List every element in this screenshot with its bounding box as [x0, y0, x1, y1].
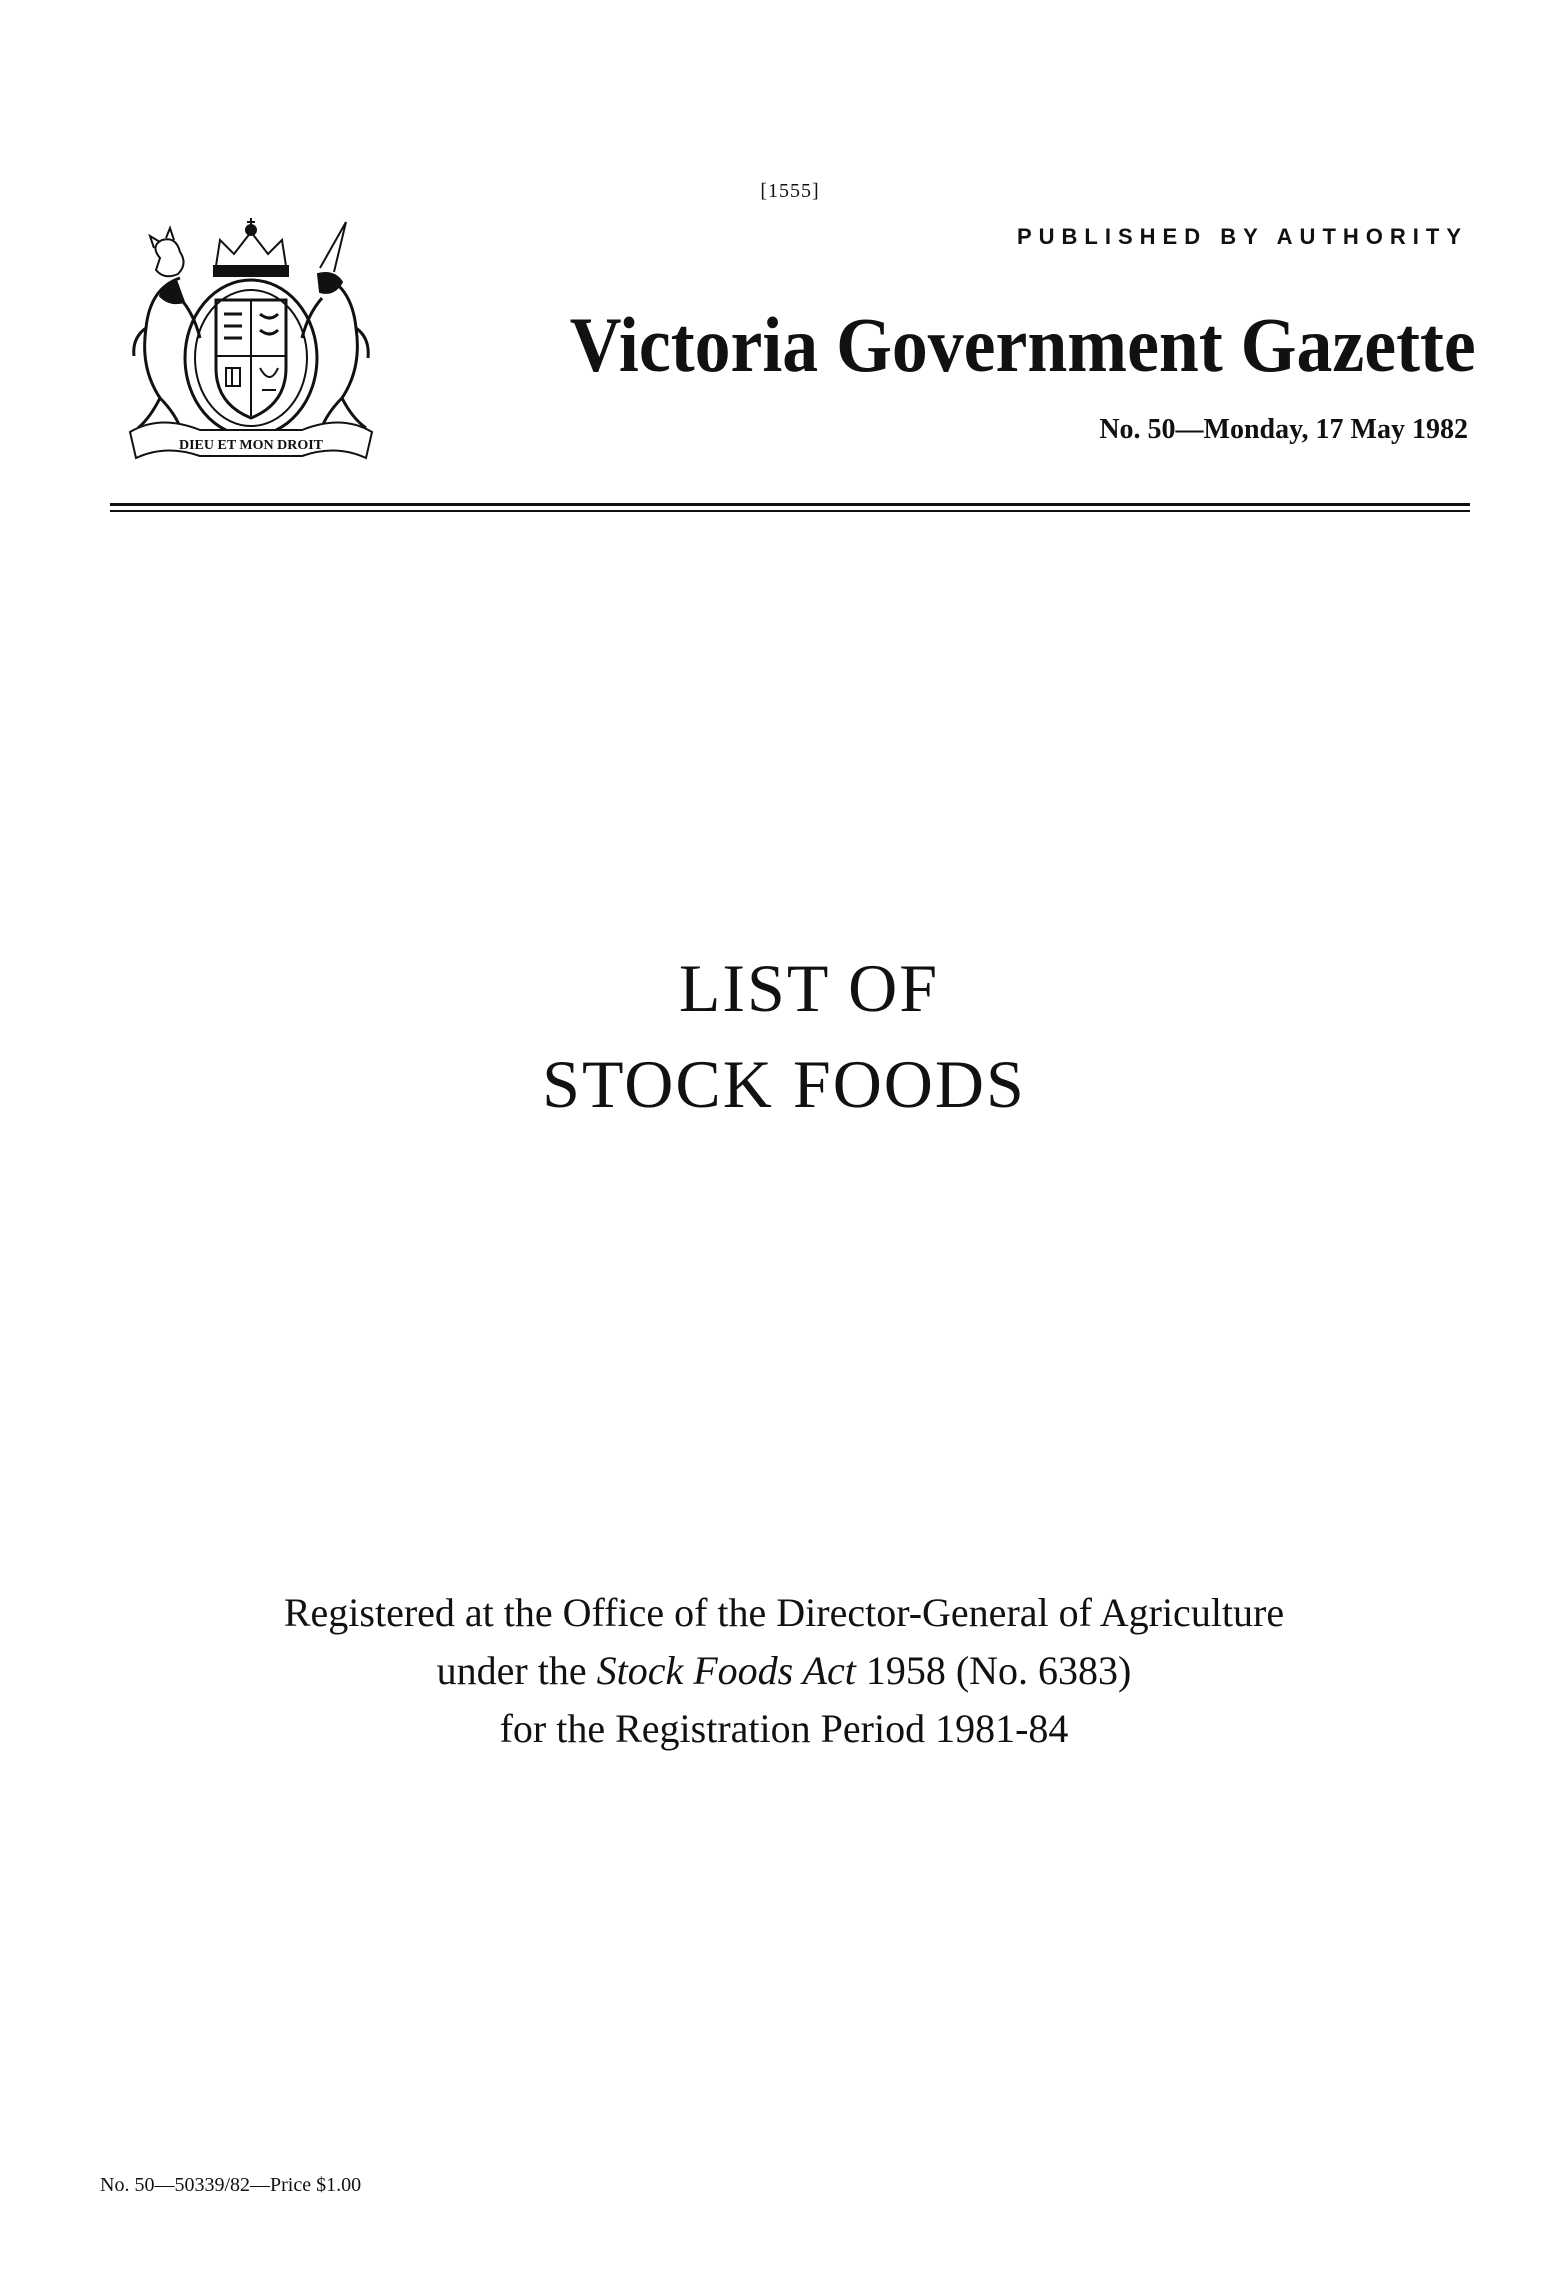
gazette-title: Victoria Government Gazette — [570, 301, 1476, 388]
registration-statement — [0, 1584, 1568, 1758]
issue-number-date: No. 50—Monday, 17 May 1982 — [1099, 414, 1468, 445]
act-name: Stock Foods Act — [596, 1648, 856, 1693]
registration-line-2-prefix: under the — [436, 1648, 587, 1693]
double-rule-divider — [110, 503, 1470, 512]
royal-coat-of-arms-icon — [120, 218, 382, 468]
published-by-authority: PUBLISHED BY AUTHORITY — [1016, 224, 1468, 249]
motto-text: DIEU ET MON DROIT — [178, 438, 324, 453]
page-number: [1555] — [760, 180, 820, 202]
document-heading — [0, 940, 1568, 1132]
registration-line-3: for the Registration Period 1981-84 — [499, 1706, 1069, 1751]
heading-line-2: STOCK FOODS — [542, 1046, 1026, 1122]
registration-line-2-suffix: 1958 (No. 6383) — [865, 1648, 1132, 1693]
registration-line-2 — [0, 1642, 1568, 1700]
registration-line-1: Registered at the Office of the Director-General of Agriculture — [283, 1590, 1285, 1635]
heading-line-1: LIST OF — [678, 950, 940, 1026]
footer-price-code: No. 50—50339/82—Price $1.00 — [100, 2174, 362, 2196]
